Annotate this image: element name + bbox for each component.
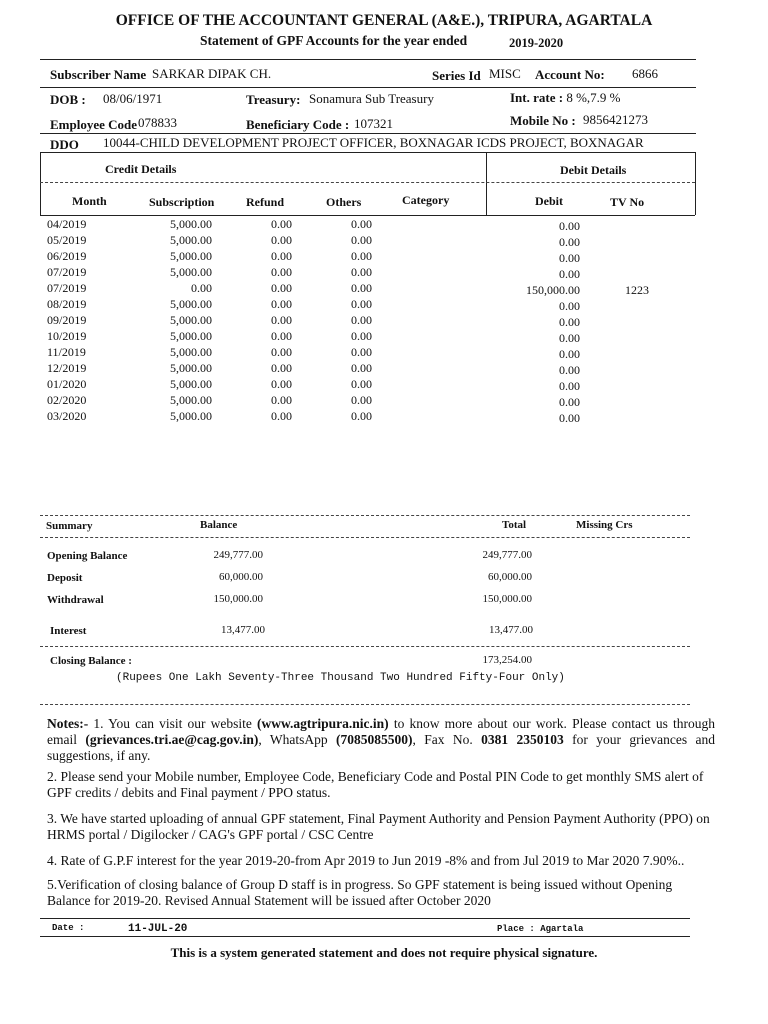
row-month: 07/2019: [47, 265, 87, 279]
beneficiary-code: 107321: [354, 116, 393, 131]
int-rate: [510, 90, 621, 106]
row-refund: 0.00: [271, 409, 292, 423]
row-refund: 0.00: [271, 377, 292, 391]
employee-code-label: Employee Code: [50, 117, 138, 132]
row-debit: 0.00: [559, 411, 580, 425]
interest-balance: 13,477.00: [221, 624, 265, 636]
row-month: 08/2019: [47, 297, 87, 311]
deposit-total: 60,000.00: [488, 571, 532, 583]
row-others: 0.00: [351, 329, 372, 343]
employee-code: 078833: [138, 115, 177, 130]
col-debit: Debit: [535, 194, 563, 208]
ddo: 10044-CHILD DEVELOPMENT PROJECT OFFICER, BOXNAGAR ICDS PROJECT, BOXNAGAR: [103, 135, 644, 150]
account-no: 6866: [632, 66, 658, 81]
row-others: 0.00: [351, 249, 372, 263]
system-generated-note: This is a system generated statement and does not require physical signature.: [170, 945, 598, 960]
row-month: 02/2020: [47, 393, 87, 407]
divider: [40, 182, 695, 183]
row-month: 11/2019: [47, 345, 86, 359]
series-id-label: Series Id: [432, 68, 481, 83]
row-others: 0.00: [351, 265, 372, 279]
subscriber-name: SARKAR DIPAK CH.: [152, 66, 272, 81]
row-subscription: 5,000.00: [170, 233, 212, 247]
row-others: 0.00: [351, 297, 372, 311]
row-subscription: 5,000.00: [170, 393, 212, 407]
col-subscription: Subscription: [149, 195, 215, 209]
withdrawal-label: Withdrawal: [47, 594, 104, 606]
divider: [40, 215, 695, 216]
row-others: 0.00: [351, 233, 372, 247]
divider: [40, 704, 690, 705]
office-title: OFFICE OF THE ACCOUNTANT GENERAL (A&E.), TRIPURA, AGARTALA: [115, 12, 653, 29]
row-others: 0.00: [351, 361, 372, 375]
summary-missing-label: Missing Crs: [576, 519, 633, 531]
series-id: MISC: [489, 66, 521, 81]
row-month: 09/2019: [47, 313, 87, 327]
row-others: 0.00: [351, 409, 372, 423]
note-5: 5.Verification of closing balance of Group D staff is in progress. So GPF statement is being issued without Opening Balance for 2019-20. Revised Annual Statement will be issued after October 2020: [47, 877, 673, 908]
row-refund: 0.00: [271, 329, 292, 343]
row-others: 0.00: [351, 377, 372, 391]
row-debit: 0.00: [559, 315, 580, 329]
website-link[interactable]: (www.agtripura.nic.in): [257, 716, 389, 731]
row-others: 0.00: [351, 281, 372, 295]
row-month: 05/2019: [47, 233, 87, 247]
row-month: 03/2020: [47, 409, 87, 423]
row-subscription: 5,000.00: [170, 345, 212, 359]
beneficiary-code-label: Beneficiary Code :: [246, 117, 350, 132]
statement-title: Statement of GPF Accounts for the year ended: [200, 33, 468, 48]
row-month: 04/2019: [47, 217, 87, 231]
subscriber-name-label: Subscriber Name: [50, 67, 147, 82]
note-text: for your grievances and suggestions, if any.: [47, 732, 716, 763]
divider: [40, 537, 690, 538]
row-refund: 0.00: [271, 281, 292, 295]
row-debit: 0.00: [559, 219, 580, 233]
row-debit: 150,000.00: [526, 283, 580, 297]
table-border: [40, 152, 41, 215]
row-debit: 0.00: [559, 235, 580, 249]
note-text: to know more about our work. Please contact us through email: [47, 716, 716, 747]
row-debit: 0.00: [559, 331, 580, 345]
note-4: 4. Rate of G.P.F interest for the year 2019-20-from Apr 2019 to Jun 2019 -8% and from Jul 2019 to Mar 2020 7.90%..: [47, 853, 685, 868]
row-subscription: 5,000.00: [170, 297, 212, 311]
summary-total-label: Total: [502, 519, 527, 531]
divider: [40, 936, 690, 937]
opening-total: 249,777.00: [482, 549, 532, 561]
row-debit: 0.00: [559, 267, 580, 281]
row-subscription: 5,000.00: [170, 361, 212, 375]
col-refund: Refund: [246, 195, 285, 209]
divider: [40, 133, 696, 134]
dob-label: DOB :: [50, 92, 86, 107]
mobile-label: Mobile No :: [510, 113, 576, 128]
row-subscription: 5,000.00: [170, 313, 212, 327]
row-month: 01/2020: [47, 377, 87, 391]
row-refund: 0.00: [271, 265, 292, 279]
withdrawal-balance: 150,000.00: [213, 593, 263, 605]
mobile-no: 9856421273: [583, 112, 648, 127]
closing-balance-in-words: (Rupees One Lakh Seventy-Three Thousand Two Hundred Fifty-Four Only): [116, 672, 565, 684]
divider: [40, 515, 690, 516]
row-debit: 0.00: [559, 379, 580, 393]
notes-heading: Notes:-: [47, 716, 89, 731]
withdrawal-total: 150,000.00: [482, 593, 532, 605]
row-debit: 0.00: [559, 363, 580, 377]
row-others: 0.00: [351, 393, 372, 407]
row-debit: 0.00: [559, 347, 580, 361]
deposit-balance: 60,000.00: [219, 571, 263, 583]
row-month: 07/2019: [47, 281, 87, 295]
row-refund: 0.00: [271, 345, 292, 359]
account-no-label: Account No:: [535, 67, 605, 82]
row-subscription: 5,000.00: [170, 409, 212, 423]
row-tv-no: 1223: [625, 283, 649, 297]
row-refund: 0.00: [271, 217, 292, 231]
note-text: 1. You can visit our website: [88, 716, 258, 731]
table-border: [695, 152, 696, 215]
treasury: Sonamura Sub Treasury: [309, 91, 434, 106]
place-label: Place :: [497, 924, 535, 934]
place-value: Agartala: [540, 924, 584, 934]
row-debit: 0.00: [559, 395, 580, 409]
col-others: Others: [326, 195, 362, 209]
summary-title: Summary: [46, 520, 93, 532]
note-2: 2. Please send your Mobile number, Employee Code, Beneficiary Code and Postal PIN Code to get monthly SMS alert of GPF credits / debits and Final payment / PPO status.: [47, 769, 704, 800]
int-rate-label: Int. rate :: [510, 90, 564, 105]
row-refund: 0.00: [271, 297, 292, 311]
treasury-label: Treasury:: [246, 92, 301, 107]
note-1: [47, 716, 715, 764]
date-label: Date :: [52, 923, 85, 933]
col-month: Month: [72, 194, 107, 208]
divider: [40, 59, 696, 60]
divider: [40, 918, 690, 919]
row-others: 0.00: [351, 313, 372, 327]
row-refund: 0.00: [271, 313, 292, 327]
row-refund: 0.00: [271, 393, 292, 407]
note-text: , WhatsApp: [258, 732, 337, 747]
row-subscription: 5,000.00: [170, 249, 212, 263]
note-3: 3. We have started uploading of annual GPF statement, Final Payment Authority and Pension Payment Authority (PPO) on HRMS portal / Digilocker / CAG's GPF portal / CSC Centre: [47, 811, 710, 842]
closing-balance-total: 173,254.00: [482, 654, 532, 666]
statement-year: 2019-2020: [509, 36, 564, 50]
row-subscription: 0.00: [191, 281, 212, 295]
interest-total: 13,477.00: [489, 624, 533, 636]
col-tv-no: TV No: [610, 195, 645, 209]
row-refund: 0.00: [271, 361, 292, 375]
row-others: 0.00: [351, 345, 372, 359]
row-refund: 0.00: [271, 249, 292, 263]
note-text: , Fax No.: [412, 732, 482, 747]
row-month: 12/2019: [47, 361, 87, 375]
col-category: Category: [402, 193, 450, 207]
divider: [40, 87, 696, 88]
ddo-label: DDO: [50, 137, 79, 152]
date: 11-JUL-20: [128, 923, 188, 935]
int-rate-value: 8 %,7.9 %: [566, 90, 621, 105]
row-debit: 0.00: [559, 251, 580, 265]
interest-label: Interest: [50, 625, 87, 637]
row-subscription: 5,000.00: [170, 217, 212, 231]
whatsapp-number: (7085085500): [336, 732, 413, 747]
debit-details-title: Debit Details: [560, 163, 627, 177]
deposit-label: Deposit: [47, 572, 83, 584]
email-link[interactable]: (grievances.tri.ae@cag.gov.in): [85, 732, 259, 747]
row-refund: 0.00: [271, 233, 292, 247]
fax-number: 0381 2350103: [481, 732, 564, 747]
dob: 08/06/1971: [103, 91, 163, 106]
opening-balance-label: Opening Balance: [47, 550, 128, 562]
credit-details-title: Credit Details: [105, 162, 177, 176]
summary-balance-label: Balance: [200, 519, 238, 531]
row-month: 10/2019: [47, 329, 87, 343]
divider: [40, 152, 696, 153]
row-month: 06/2019: [47, 249, 87, 263]
row-subscription: 5,000.00: [170, 377, 212, 391]
place: [497, 924, 583, 934]
closing-balance-label: Closing Balance :: [50, 655, 132, 667]
row-subscription: 5,000.00: [170, 265, 212, 279]
row-others: 0.00: [351, 217, 372, 231]
row-subscription: 5,000.00: [170, 329, 212, 343]
table-border: [486, 152, 487, 215]
opening-balance: 249,777.00: [213, 549, 263, 561]
divider: [40, 646, 690, 647]
row-debit: 0.00: [559, 299, 580, 313]
